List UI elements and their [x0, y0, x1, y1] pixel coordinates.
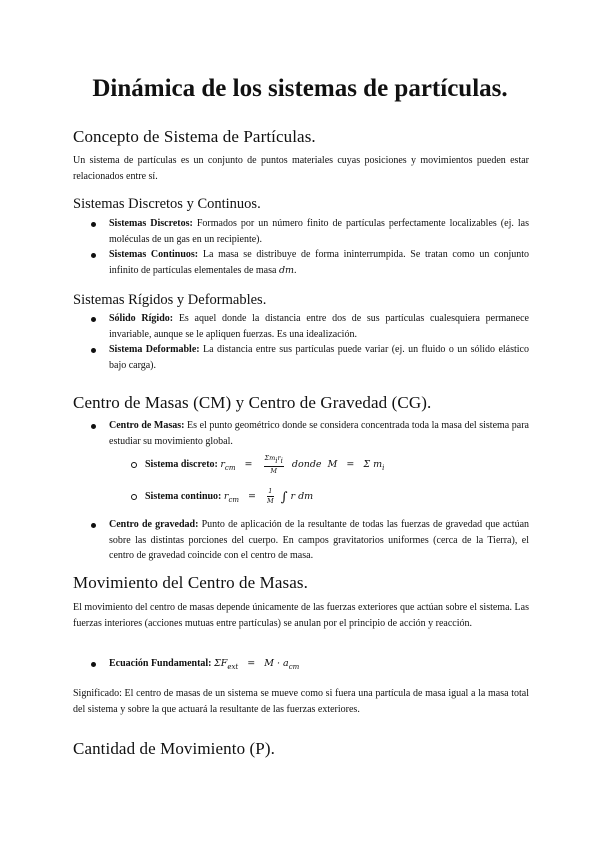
- list-ecuacion-fundamental: [73, 656, 529, 676]
- section-heading-movimiento-cm: Movimiento del Centro de Masas.: [73, 573, 308, 592]
- formula-discrete: [109, 449, 529, 481]
- formula-continuous-expression: $r_{cm}$ = $\frac{1}{M}$ ∫ r dm: [223, 487, 314, 505]
- punctuation: .: [294, 264, 297, 276]
- formula-discrete-expression: $r_{cm}$ = $\frac{\text{Σmiri}}{M}$ donde M = Σ $m_i$: [220, 453, 385, 475]
- document-title: Dinámica de los sistemas de partículas.: [92, 75, 508, 102]
- list-rigidos-deformables: [73, 311, 529, 373]
- term-text: Formados por un número finito de partículas perfectamente localizables (ej. las moléculas de un gas en un recipiente).: [109, 218, 529, 245]
- integral-symbol: ∫: [280, 490, 288, 505]
- list-item: [73, 311, 529, 342]
- formula-fundamental: $\Sigma F_{ext} = M \cdot a_{cm}$: [214, 658, 300, 671]
- term-text: La masa se distribuye de forma ininterrumpida. Se tratan como un conjunto infinito de partículas elementales de masa: [109, 249, 530, 276]
- formula-label: Sistema continuo:: [145, 491, 222, 502]
- list-item: [73, 342, 529, 373]
- term-label: Centro de gravedad:: [109, 519, 199, 530]
- term-label: Sistemas Continuos:: [109, 249, 199, 260]
- sublist-formulas: [109, 449, 529, 513]
- fraction: $\frac{\text{Σmiri}}{M}$: [264, 453, 283, 475]
- section-heading-centro-masas-gravedad: Centro de Masas (CM) y Centro de Gravedad (CG).: [73, 393, 432, 412]
- list-item: [73, 216, 529, 247]
- term-text: Punto de aplicación de la resultante de todas las fuerzas de gravedad que actúan sobre las distintas porciones del cuerpo. En campos gravitatorios uniformes (cerca de la Tierra), el centro de gravedad coincide con el centro de masa.: [109, 519, 530, 561]
- paragraph-significado: Significado: El centro de masas de un sistema se mueve como si fuera una partícula de masa igual a la masa total del sistema y sobre la que actuará la resultante de las fuerzas exteriores.: [73, 688, 529, 715]
- list-discretos-continuos: [73, 216, 529, 278]
- term-text: La distancia entre sus partículas puede variar (ej. un fluido o un sólido elástico bajo carga).: [109, 344, 529, 371]
- term-label: Sistemas Discretos:: [109, 218, 193, 229]
- term-label: Centro de Masas:: [109, 420, 185, 431]
- fraction: $\frac{1}{M}$: [267, 487, 274, 505]
- section-heading-sistema-particulas: Concepto de Sistema de Partículas.: [73, 127, 316, 146]
- section-heading-cantidad-movimiento: Cantidad de Movimiento (P).: [73, 739, 275, 758]
- formula-label: Sistema discreto:: [145, 459, 218, 470]
- term-label: Ecuación Fundamental:: [109, 658, 212, 669]
- list-item: [73, 656, 529, 676]
- term-text: Es el punto geométrico donde se considera concentrada toda la masa del sistema para estudiar su movimiento global.: [109, 420, 529, 447]
- term-label: Sistema Deformable:: [109, 344, 200, 355]
- list-item: [73, 247, 529, 278]
- list-item: [73, 418, 529, 513]
- formula-continuous: [109, 481, 529, 513]
- section-heading-discretos-continuos: Sistemas Discretos y Continuos.: [73, 196, 261, 212]
- paragraph-movimiento-cm: El movimiento del centro de masas depende únicamente de las fuerzas exteriores que actúan sobre el sistema. Las fuerzas interiores (acciones mutuas entre partículas) se anulan por el principio de acción y reacción.: [73, 602, 529, 629]
- list-centro-masas-gravedad: [73, 418, 529, 564]
- math-dm: dm: [278, 264, 295, 276]
- paragraph-sistema-particulas: Un sistema de partículas es un conjunto de puntos materiales cuyas posiciones y movimientos pueden estar relacionados entre sí.: [73, 155, 529, 182]
- term-text: Es aquel donde la distancia entre dos de sus partículas cualesquiera permanece invariable, aunque se le apliquen fuerzas. Es una idealización.: [109, 313, 529, 340]
- list-item: [73, 517, 529, 564]
- section-heading-rigidos-deformables: Sistemas Rígidos y Deformables.: [73, 292, 267, 308]
- term-label: Sólido Rígido:: [109, 313, 174, 324]
